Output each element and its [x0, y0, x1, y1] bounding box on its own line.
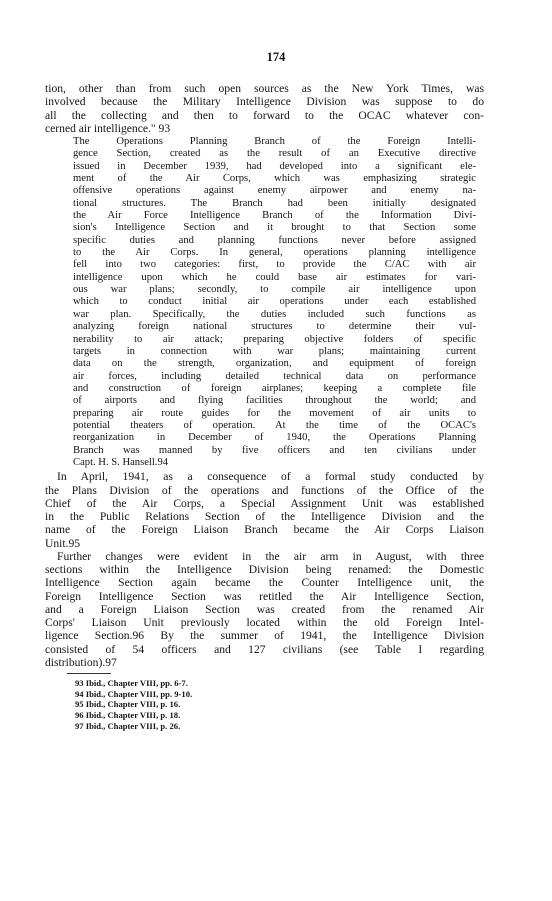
- footnote: 94 Ibid., Chapter VIII, pp. 9-10.: [75, 688, 193, 699]
- paragraph-continuation: [45, 82, 484, 135]
- text-line: name of the Foreign Liaison Branch became the Air Corps Liaison: [45, 523, 484, 537]
- quote-line: war plan. Specifically, the duties included such functions as: [73, 308, 476, 320]
- text-line: tion, other than from such open sources as the New York Times, was: [45, 82, 484, 95]
- text-line: and a Foreign Liaison Section was created from the renamed Air: [45, 602, 484, 616]
- text-line: all the collecting and then to forward to the OCAC whatever con-: [45, 108, 484, 122]
- quote-line: the Air Force Intelligence Branch of the Information Divi-: [73, 210, 476, 222]
- text-line: involved because the Military Intelligence Division was suppose to do: [45, 95, 484, 109]
- quote-line: issued in December 1939, had developed into a significant ele-: [73, 160, 476, 172]
- block-quote: [45, 136, 484, 469]
- text-line: Unit.95: [45, 536, 81, 550]
- quote-line: intelligence upon which he could base air estimates for vari-: [73, 271, 476, 283]
- text-line: the Plans Division of the operations and functions of the Office of the: [45, 483, 484, 497]
- page-number: 174: [266, 50, 286, 64]
- quote-line: sion's Intelligence Section and it brought to that Section some: [73, 222, 476, 234]
- footnote: 95 Ibid., Chapter VIII, p. 16.: [75, 699, 181, 710]
- quote-line: which to conduct initial air operations under each established: [73, 296, 476, 308]
- quote-line: nerability to air attack; preparing objective folders of specific: [73, 333, 476, 345]
- quote-line: ment of the Air Corps, which was emphasizing strategic: [73, 173, 476, 185]
- quote-line: data on the strength, organization, and equipment of foreign: [73, 358, 476, 370]
- quote-line: The Operations Planning Branch of the Foreign Intelli-: [73, 136, 476, 147]
- footnote: 96 Ibid., Chapter VIII, p. 18.: [75, 710, 181, 721]
- text-line: Further changes were evident in the air arm in August, with three: [57, 549, 484, 563]
- text-line: Intelligence Section again became the Counter Intelligence unit, the: [45, 576, 484, 590]
- quote-line: air forces, including detailed technical data on performance: [73, 370, 476, 382]
- quote-line: ous war plans; secondly, to compile air intelligence upon: [73, 284, 476, 296]
- quote-line: gence Section, created as the result of an Executive directive: [73, 148, 476, 160]
- quote-line: and construction of foreign airplanes; keeping a complete file: [73, 382, 476, 394]
- quote-line: of airports and flying facilities throughout the world; and: [73, 395, 476, 407]
- paragraph-april-1941: [45, 470, 484, 550]
- body-text: [45, 82, 484, 731]
- footnote: 93 Ibid., Chapter VIII, pp. 6-7.: [75, 678, 188, 689]
- text-line: consisted of 54 officers and 127 civilians (see Table I regarding: [45, 642, 484, 656]
- text-line: distribution).97: [45, 655, 117, 669]
- quote-line: Capt. H. S. Hansell.94: [73, 456, 169, 468]
- text-line: ligence Section.96 By the summer of 1941, the Intelligence Division: [45, 629, 484, 643]
- footnotes: [45, 678, 484, 731]
- text-line: cerned air intelligence." 93: [45, 121, 171, 135]
- quote-line: tional structures. The Branch had been initially designated: [73, 197, 476, 209]
- text-line: Foreign Intelligence Section was retitled the Air Intelligence Section,: [45, 589, 484, 603]
- quote-line: specific duties and planning functions never before assigned: [73, 234, 476, 246]
- text-line: In April, 1941, as a consequence of a formal study conducted by: [57, 470, 484, 484]
- quote-line: offensive operations against enemy airpower and enemy na-: [73, 185, 476, 197]
- text-line: Chief of the Air Corps, a Special Assignment Unit was established: [45, 496, 484, 510]
- quote-line: targets in connection with war plans; maintaining current: [73, 345, 476, 357]
- footnote: 97 Ibid., Chapter VIII, p. 26.: [75, 720, 181, 731]
- quote-line: potential theaters of operation. At the time of the OCAC's: [73, 419, 476, 431]
- footnote-divider: [67, 673, 111, 674]
- quote-line: to the Air Corps. In general, operations planning intelligence: [73, 247, 476, 259]
- text-line: sections within the Intelligence Division being renamed: the Domestic: [45, 563, 484, 577]
- quote-line: analyzing foreign national structures to determine their vul-: [73, 321, 476, 333]
- text-line: Corps' Liaison Unit previously located within the old Foreign Intel-: [45, 616, 484, 630]
- text-line: in the Public Relations Section of the Intelligence Division and the: [45, 510, 484, 524]
- paragraph-august-changes: [45, 550, 484, 669]
- quote-line: reorganization in December of 1940, the Operations Planning: [73, 432, 476, 444]
- quote-line: Branch was manned by five officers and ten civilians under: [73, 444, 476, 456]
- quote-line: preparing air route guides for the movement of air units to: [73, 407, 476, 419]
- quote-line: fell into two categories: first, to provide the C/AC with air: [73, 259, 476, 271]
